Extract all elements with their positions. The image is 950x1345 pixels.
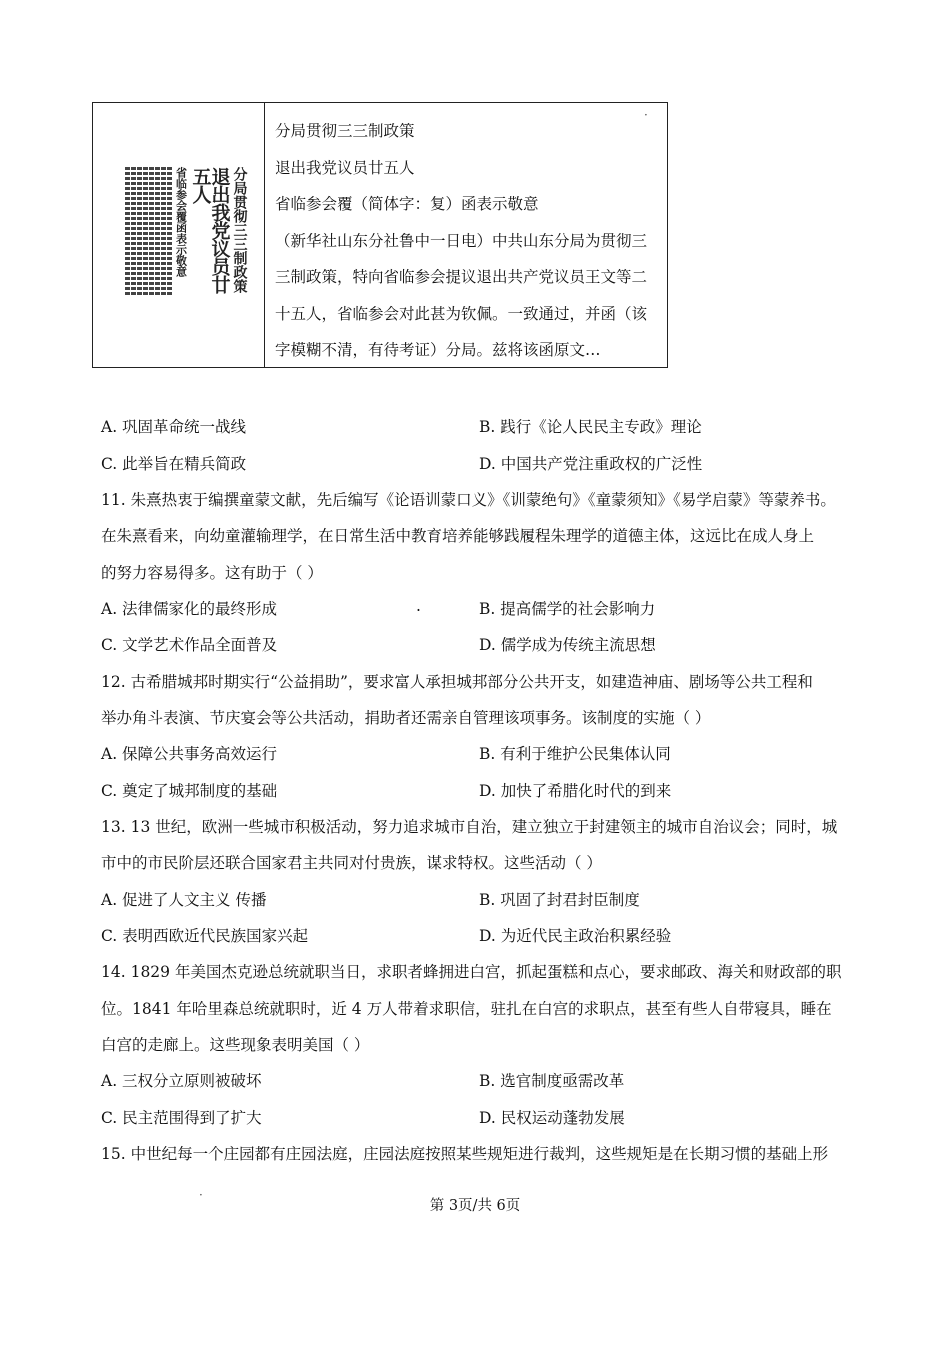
q12-option-a[interactable]: A. 保障公共事务高效运行 [101, 745, 278, 763]
news-line: 分局贯彻三三制政策 [275, 122, 415, 140]
q11-stem-line: 在朱熹看来，向幼童灌输理学，在日常生活中教育培养能够践履程朱理学的道德主体，这远比在成人身上 [101, 527, 815, 545]
q14-option-c[interactable]: C. 民主范围得到了扩大 [101, 1109, 262, 1127]
q13-option-c[interactable]: C. 表明西欧近代民族国家兴起 [101, 927, 309, 945]
newspaper-clipping-image [93, 103, 265, 367]
q10-option-c[interactable]: C. 此举旨在精兵简政 [101, 455, 247, 473]
q10-option-d[interactable]: D. 中国共产党注重政权的广泛性 [479, 455, 703, 473]
stray-dot: . [416, 597, 421, 615]
q14-stem-line: 位。1841 年哈里森总统就职时，近 4 万人带着求职信，驻扎在白宫的求职点，甚至有些人自带寝具，睡在 [101, 1000, 832, 1018]
q12-stem-line: 举办角斗表演、节庆宴会等公共活动，捐助者还需亲自管理该项事务。该制度的实施（ ） [101, 709, 711, 727]
clipping-headline-2: 退出我党议员廿五人 [189, 167, 231, 293]
clipping-headline-3: 省临参会覆函表示敬意 [174, 167, 188, 277]
news-clipping-table [92, 102, 668, 368]
news-line: 三制政策，特向省临参会提议退出共产党议员王文等二 [275, 268, 648, 286]
q13-stem-line: 13. 13 世纪，欧洲一些城市积极活动，努力追求城市自治，建立独立于封建领主的城市自治议会；同时，城 [101, 818, 838, 836]
news-line: 字模糊不清，有待考证）分局。兹将该函原文… [275, 341, 601, 359]
q14-option-b[interactable]: B. 选官制度亟需改革 [479, 1072, 625, 1090]
q12-option-c[interactable]: C. 奠定了城邦制度的基础 [101, 782, 278, 800]
q11-option-a[interactable]: A. 法律儒家化的最终形成 [101, 600, 278, 618]
q14-stem-line: 14. 1829 年美国杰克逊总统就职当日，求职者蜂拥进白宫，抓起蛋糕和点心，要求邮政、海关和财政部的职 [101, 963, 842, 981]
q10-option-b[interactable]: B. 践行《论人民民主专政》理论 [479, 418, 702, 436]
stray-dot: · [199, 1188, 203, 1202]
q11-option-d[interactable]: D. 儒学成为传统主流思想 [479, 636, 656, 654]
q13-option-b[interactable]: B. 巩固了封君封臣制度 [479, 891, 640, 909]
q12-option-d[interactable]: D. 加快了希腊化时代的到来 [479, 782, 672, 800]
q12-stem-line: 12. 古希腊城邦时期实行“公益捐助”，要求富人承担城邦部分公共开支，如建造神庙、剧场等公共工程和 [101, 673, 813, 691]
q13-option-a[interactable]: A. 促进了人文主义 传播 [101, 891, 267, 909]
q14-option-d[interactable]: D. 民权运动蓬勃发展 [479, 1109, 625, 1127]
q15-stem-line: 15. 中世纪每一个庄园都有庄园法庭，庄园法庭按照某些规矩进行裁判，这些规矩是在长期习惯的基础上形 [101, 1145, 829, 1163]
q13-stem-line: 市中的市民阶层还联合国家君主共同对付贵族，谋求特权。这些活动（ ） [101, 854, 602, 872]
q11-option-b[interactable]: B. 提高儒学的社会影响力 [479, 600, 656, 618]
news-transcription [265, 103, 667, 367]
news-line: 十五人，省临参会对此甚为钦佩。一致通过，并函（该 [275, 304, 648, 323]
q14-option-a[interactable]: A. 三权分立原则被破坏 [101, 1072, 262, 1090]
clipping-headline-1: 分局贯彻三三制政策 [231, 167, 248, 293]
q11-stem-line: 的努力容易得多。这有助于（ ） [101, 564, 323, 582]
news-line: 省临参会覆（简体字：复）函表示敬意 [275, 195, 539, 213]
clipping-content [111, 167, 247, 303]
clipping-body-lines [125, 167, 172, 297]
stray-dot: · [644, 108, 648, 122]
q11-stem-line: 11. 朱熹热衷于编撰童蒙文献，先后编写《论语训蒙口义》《训蒙绝句》《童蒙须知》《易学启蒙》等蒙养书。 [101, 491, 836, 509]
q13-option-d[interactable]: D. 为近代民主政治积累经验 [479, 927, 672, 945]
q12-option-b[interactable]: B. 有利于维护公民集体认同 [479, 745, 671, 763]
news-line: （新华社山东分社鲁中一日电）中共山东分局为贯彻三 [275, 231, 648, 250]
q11-option-c[interactable]: C. 文学艺术作品全面普及 [101, 636, 278, 654]
page-footer: 第 3页/共 6页 [429, 1198, 521, 1214]
q14-stem-line: 白宫的走廊上。这些现象表明美国（ ） [101, 1036, 370, 1054]
q10-option-a[interactable]: A. 巩固革命统一战线 [101, 418, 247, 436]
news-line: 退出我党议员廿五人 [275, 158, 415, 177]
